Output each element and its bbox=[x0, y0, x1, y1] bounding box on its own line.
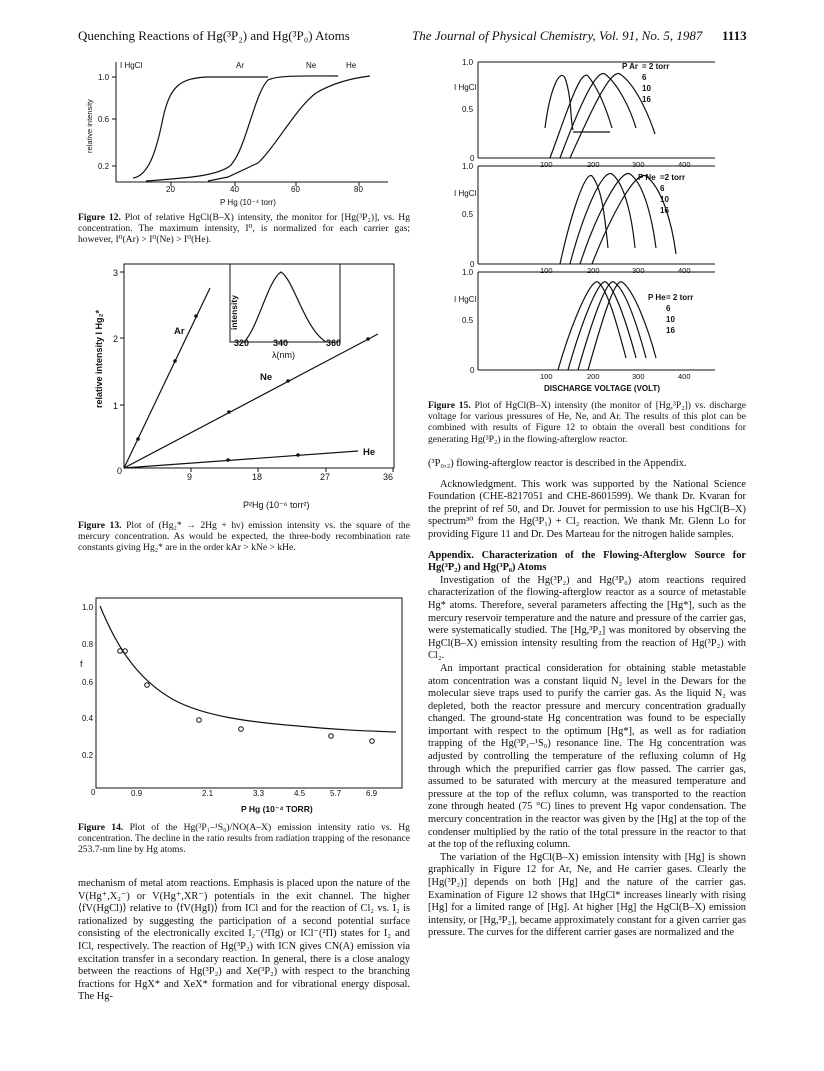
fig15-xtick: 300 bbox=[632, 266, 645, 275]
fig15-ytick: 0.5 bbox=[462, 316, 474, 325]
fig15-ytick: 1.0 bbox=[462, 58, 474, 67]
fig15-caption-label: Figure 15. bbox=[428, 400, 471, 411]
fig12-ytick: 1.0 bbox=[98, 73, 110, 82]
fig13-xtick: 27 bbox=[320, 472, 331, 482]
fig15-ytick: 0.5 bbox=[462, 210, 474, 219]
fig15-panel-ar-value: 10 bbox=[642, 84, 651, 93]
fig15-xtick: 200 bbox=[587, 266, 600, 275]
figure-15-plot bbox=[420, 58, 742, 396]
right-column-body bbox=[428, 458, 746, 940]
fig13-point-he bbox=[226, 458, 230, 462]
fig15-panel-he-value: 10 bbox=[666, 315, 675, 324]
fig15-panel-he-value: 6 bbox=[666, 304, 671, 313]
fig14-point bbox=[329, 734, 334, 739]
fig15-xtick: 400 bbox=[678, 372, 691, 381]
fig15-panel-ar bbox=[454, 58, 715, 169]
fig13-point-he bbox=[296, 453, 300, 457]
fig13-caption-label: Figure 13. bbox=[78, 520, 122, 531]
fig15-xtick: 400 bbox=[678, 160, 691, 169]
fig13-point-ar bbox=[173, 359, 177, 363]
fig13-line-he bbox=[124, 451, 358, 468]
fig14-caption-label: Figure 14. bbox=[78, 822, 124, 833]
fig13-xtick: 9 bbox=[187, 472, 193, 482]
fig13-inset-xlabel: λ(nm) bbox=[272, 350, 295, 360]
fig14-xtick: 6.9 bbox=[366, 789, 378, 798]
fig14-xtick: 4.5 bbox=[294, 789, 306, 798]
fig13-ytick: 3 bbox=[113, 268, 119, 278]
figure-12-caption bbox=[78, 212, 410, 246]
fig15-panel-ylabel: I HgCl bbox=[454, 295, 477, 304]
appendix-reference-line: (³P₀,₂) flowing-afterglow reactor is described in the Appendix. bbox=[428, 458, 687, 469]
fig15-xtick: 100 bbox=[540, 160, 553, 169]
fig14-ytick: 0.6 bbox=[82, 678, 94, 687]
fig14-xtick: 2.1 bbox=[202, 789, 214, 798]
fig13-ytick: 0 bbox=[117, 466, 123, 476]
fig14-ytick: 1.0 bbox=[82, 603, 94, 612]
fig12-series-label-he: He bbox=[346, 61, 357, 70]
fig13-ytick: 1 bbox=[113, 401, 119, 411]
left-column-body bbox=[78, 878, 410, 1004]
fig14-xtick: 0.9 bbox=[131, 789, 143, 798]
fig13-inset-xtick: 360 bbox=[326, 338, 342, 348]
fig13-point-ne bbox=[227, 410, 231, 414]
fig14-ytick: 0.2 bbox=[82, 751, 94, 760]
fig15-panel-he-value: 16 bbox=[666, 326, 675, 335]
fig13-point-ne bbox=[286, 379, 290, 383]
fig13-inset-xtick: 320 bbox=[234, 338, 250, 348]
fig15-ytick: 1.0 bbox=[462, 268, 474, 277]
fig13-line-ne bbox=[124, 334, 378, 468]
appendix-paragraph: Investigation of the Hg(³P₂) and Hg(³P₀) atom reactions required characterization of the flowing-afterglow reactor as a source of metastable Hg* atoms. Therefore, several parameters affecting the [Hg*], such as the mercury reservoir temperature and the nature and pressure of the carrier gas, were systematically studied. The [Hg,³P₂] was monitored by observing the HgCl(B–X) emission intensity resulting from the reaction of Hg(³P₂) with Cl₂. bbox=[428, 574, 746, 662]
fig13-inset-xtick: 340 bbox=[273, 338, 289, 348]
fig15-xtick: 100 bbox=[540, 266, 553, 275]
fig15-curve-ne-10 bbox=[580, 174, 656, 264]
fig12-caption-label: Figure 12. bbox=[78, 212, 121, 223]
fig15-panel-ne-gas: P Ne bbox=[638, 173, 656, 182]
fig13-caption-text: Plot of (Hg₂* → 2Hg + hν) emission intensity vs. the square of the mercury concentration. As would be expected, the three-body recombination rate constants giving Hg₂* are in the order kAr > kNe > kHe. bbox=[78, 520, 410, 554]
figure-13-caption bbox=[78, 520, 410, 554]
fig15-panel-ne-value: 6 bbox=[660, 184, 665, 193]
fig15-curve-ar-2 bbox=[545, 75, 573, 130]
fig15-xtick: 300 bbox=[632, 160, 645, 169]
fig13-series-label-ne: Ne bbox=[260, 372, 273, 383]
fig14-curve bbox=[100, 606, 396, 732]
running-header-left: Quenching Reactions of Hg(³P₂) and Hg(³P₀) Atoms bbox=[78, 28, 350, 43]
fig13-point-ar bbox=[136, 437, 140, 441]
fig12-series-label-ar: Ar bbox=[236, 61, 244, 70]
fig15-ytick: 0 bbox=[470, 154, 475, 163]
fig13-point-ar bbox=[194, 314, 198, 318]
fig14-ylabel: f bbox=[80, 659, 83, 669]
fig12-top-label: I HgCl bbox=[120, 61, 143, 70]
fig15-ytick: 0 bbox=[470, 366, 475, 375]
fig12-ytick: 0.6 bbox=[98, 115, 110, 124]
fig13-xtick: 18 bbox=[252, 472, 263, 482]
fig15-xtick: 200 bbox=[587, 160, 600, 169]
fig15-panel-ylabel: I HgCl bbox=[454, 189, 477, 198]
fig13-ylabel: relative intensity I Hg₂* bbox=[94, 309, 104, 408]
fig14-point bbox=[145, 683, 150, 688]
fig13-series-label-he: He bbox=[363, 447, 376, 458]
appendix-heading: Appendix. Characterization of the Flowing-Afterglow Source for Hg(³P₂) and Hg(³P₀) Atoms bbox=[428, 549, 746, 574]
fig15-panel-he-value: = 2 torr bbox=[666, 293, 694, 302]
fig12-curve-he bbox=[208, 76, 370, 181]
fig12-xtick: 40 bbox=[230, 185, 239, 194]
fig15-ytick: 1.0 bbox=[462, 162, 474, 171]
fig15-panel-he-gas: P He bbox=[648, 293, 666, 302]
fig15-panel-ne-value: 16 bbox=[660, 206, 669, 215]
fig14-ytick: 0.4 bbox=[82, 714, 94, 723]
fig14-caption-text: Plot of the Hg(³P₁–¹S₀)/NO(A–X) emission intensity ratio vs. Hg concentration. The decline in the ratio results from radiation trapping of the resonance 253.7-nm line by Hg atoms. bbox=[78, 822, 410, 856]
figure-14-caption bbox=[78, 822, 410, 856]
fig12-curve-ne bbox=[146, 76, 338, 181]
fig15-panel-ylabel: I HgCl bbox=[454, 83, 477, 92]
figure-13-plot bbox=[78, 258, 408, 516]
fig15-curve-ne-6 bbox=[570, 174, 635, 264]
fig13-inset-curve bbox=[244, 272, 326, 342]
fig12-xlabel: P Hg (10⁻⁴ torr) bbox=[220, 198, 276, 207]
appendix-paragraph: An important practical consideration for obtaining stable metastable atom concentration was a constant liquid N₂ level in the Dewars for the molecular sieve traps used to purify the carrier gas. As the liquid N₂ was depleted, both the reactor pressure and mercury concentration gradually changed. The ground-state Hg concentration was found to be especially important with respect to the optimum [Hg*], as well as for radiation trapping of the Hg(³P₁–¹S₀) resonance line. The Hg concentration was adjusted by controlling the temperature of the refluxing column of Hg through which the prepurified carrier gas flow passed. The carrier gas, assumed to be saturated with mercury at the measured temperature and pressure at the top of the reflux column, was transported to the reaction zone through heated (75 °C) lines to prevent Hg vapor condensation. The mercury concentration in the reactor was given by the [Hg] at the top of the condenser multiplied by the ratio of the total pressure in the reactor to that at the top of the refluxing column. bbox=[428, 662, 746, 851]
fig12-ytick: 0.2 bbox=[98, 162, 110, 171]
left-body-paragraph: mechanism of metal atom reactions. Emphasis is placed upon the nature of the V(Hg⁺,X₂⁻) or V(Hg⁺,XR⁻) potentials in the exit channel. The higher ⟨fV(HgCl)⟩ relative to ⟨fV(HgI)⟩ from ICl and for the reaction of Cl₂ vs. I₂ is rationalized by suggesting the participation of a second potential surface consisting of the electronically excited I₂⁻(²Πg) or ICl⁻(²Π) states for I₂ and ICl, respectively. The reaction of Hg(³P₂) with ICN gives CN(A) emission via excitation transfer in a secondary reaction. In general, there is a close analogy between the reactions of Hg(³P₂) and Xe(³P₂) with respect to the branching fractions for HgX* and XeX* formation and for vibrational energy disposal. The Hg- bbox=[78, 878, 410, 1003]
fig14-point bbox=[370, 739, 375, 744]
fig13-point-ne bbox=[366, 337, 370, 341]
fig15-ytick: 0 bbox=[470, 260, 475, 269]
fig15-xlabel: DISCHARGE VOLTAGE (VOLT) bbox=[544, 384, 660, 393]
fig15-panel-he bbox=[454, 268, 715, 381]
acknowledgment-paragraph: Acknowledgment. This work was supported by the National Science Foundation (CHE-8217051 and CHE-8601599). We thank Dr. Kvaran for the preprint of ref 50, and Dr. Jouvet for permission to use his HgCl(B–X) spectrum³⁰ from the Hg(³P₁) + Cl₂ reaction. We thank Mr. Glenn Lo for providing Figure 11 and Dr. Des Marteau for the nitrogen halide samples. bbox=[428, 478, 746, 540]
running-header-journal: The Journal of Physical Chemistry, Vol. 91, No. 5, 1987 bbox=[412, 28, 703, 43]
fig13-series-label-ar: Ar bbox=[174, 326, 185, 337]
fig15-caption-text: Plot of HgCl(B–X) intensity (the monitor of [Hg,³P₂]) vs. discharge voltage for various pressures of He, Ne, and Ar. The results of this plot can be combined with results of Figure 12 to obtain the overall best conditions for generating Hg(³P₂) in the flowing-afterglow reactor. bbox=[428, 400, 746, 445]
fig12-xtick: 80 bbox=[354, 185, 363, 194]
fig14-xlabel: P Hg (10⁻⁴ TORR) bbox=[241, 804, 313, 814]
fig13-ytick: 2 bbox=[113, 334, 119, 344]
fig15-panel-ne bbox=[454, 162, 715, 275]
fig14-point bbox=[118, 649, 123, 654]
fig15-curve-ar-6 bbox=[550, 75, 612, 158]
fig12-xtick: 60 bbox=[291, 185, 300, 194]
fig14-ytick: 0.8 bbox=[82, 640, 94, 649]
fig15-panel-ar-value: 6 bbox=[642, 73, 647, 82]
fig15-panel-ar-value: 16 bbox=[642, 95, 651, 104]
fig15-xtick: 200 bbox=[587, 372, 600, 381]
fig15-xtick: 400 bbox=[678, 266, 691, 275]
fig15-panel-ne-value: 10 bbox=[660, 195, 669, 204]
fig14-xtick: 3.3 bbox=[253, 789, 265, 798]
fig14-xtick: 5.7 bbox=[330, 789, 342, 798]
fig13-xlabel: P²Hg (10⁻⁶ torr²) bbox=[243, 500, 310, 510]
page-number: 1113 bbox=[722, 28, 747, 43]
fig14-point bbox=[197, 718, 202, 723]
fig14-ytick: 0 bbox=[91, 788, 96, 797]
appendix-paragraph: The variation of the HgCl(B–X) emission intensity with [Hg] is shown graphically in Figure 12 for Ar, Ne, and He carrier gases. Clearly the [Hg(³P₂)] depends on both [Hg] and the nature of the carrier gas. Examination of Figure 12 shows that IHgCl* increases linearly with rising [Hg] for a limited range of [Hg]. At higher [Hg] the HgCl(B–X) emission intensity, or [Hg,³P₂], became approximately constant for a given carrier gas pressure. The curves for the different carrier gases are normalized and the bbox=[428, 851, 746, 939]
fig13-xtick: 36 bbox=[383, 472, 394, 482]
fig13-inset-ylabel: intensity bbox=[229, 295, 239, 330]
fig12-series-label-ne: Ne bbox=[306, 61, 317, 70]
fig15-panel-ar-gas: P Ar bbox=[622, 62, 639, 71]
fig15-xtick: 100 bbox=[540, 372, 553, 381]
fig15-panel-ne-value: =2 torr bbox=[660, 173, 686, 182]
fig12-caption-text: Plot of relative HgCl(B–X) intensity, the monitor for [Hg(³P₂)], vs. Hg concentration. The maximum intensity, I⁰, is normalized for each carrier gas; however, I⁰(Ar) > I⁰(Ne) > I⁰(He). bbox=[78, 212, 410, 246]
figure-12-plot bbox=[78, 58, 408, 208]
fig15-panel-ar-value: = 2 torr bbox=[642, 62, 670, 71]
figure-14-plot bbox=[78, 590, 408, 818]
fig15-ytick: 0.5 bbox=[462, 105, 474, 114]
fig12-ylabel: relative intensity bbox=[85, 99, 94, 153]
fig15-xtick: 300 bbox=[632, 372, 645, 381]
fig12-xtick: 20 bbox=[166, 185, 175, 194]
fig14-point bbox=[239, 727, 244, 732]
figure-15-caption bbox=[428, 400, 746, 445]
